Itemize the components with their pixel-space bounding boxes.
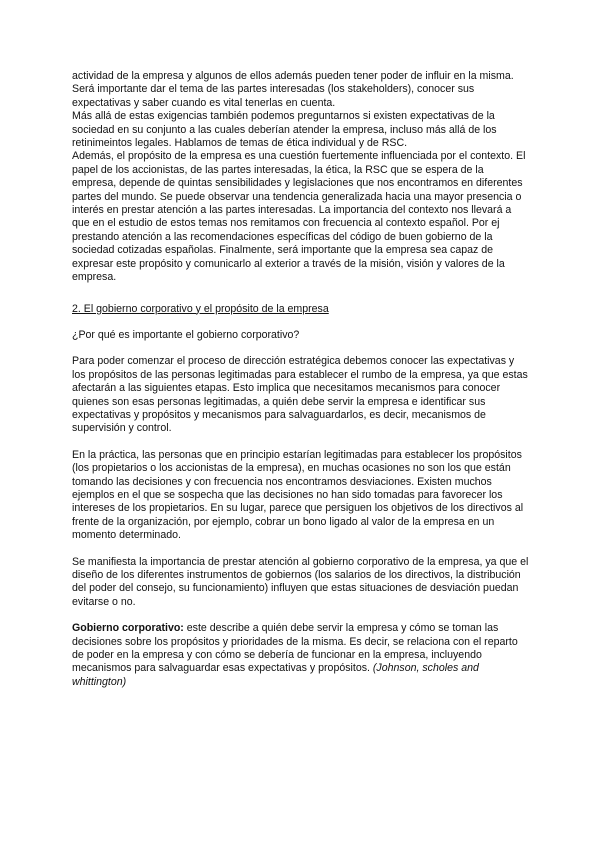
document-page [72,70,530,689]
paragraph-strategic-direction: Para poder comenzar el proceso de dirección estratégica debemos conocer las expectativas y los propósitos de las personas legitimadas para establecer el rumbo de la empresa, ya que estas afectarán a las siguientes etapas. Esto implica que necesitamos mecanismos para conocer quienes son esas personas legitimadas, a quién debe servir la empresa e identificar sus expectativas y propósitos y mecanismos para salvaguardarlos, es decir, mecanismos de supervisión y control. [72,355,528,435]
paragraph-in-practice: En la práctica, las personas que en principio estarían legitimadas para establecer los propósitos (los propietarios o los accionistas de la empresa), en muchas ocasiones no son los que están tomando las decisiones y con frecuencia nos encontramos desviaciones. Existen muchos ejemplos en el que se sospecha que las decisiones no han sido tomadas para favorecer los intereses de los propietarios. En su lugar, parece que persiguen los objetivos de los directivos al frente de la organización, por ejemplo, cobrar un bono ligado al valor de la empresa en un momento determinado. [72,448,524,542]
section-question: ¿Por qué es importante el gobierno corporativo? [72,328,300,341]
paragraph-importance: Se manifiesta la importancia de prestar atención al gobierno corporativo de la empresa, ya que el diseño de los diferentes instrumentos de gobiernos (los salarios de los directivos, la distribución del poder del consejo, su funcionamiento) influyen que estas situaciones de desviación puedan evitarse o no. [72,555,529,608]
paragraph-continuation: actividad de la empresa y algunos de ellos además pueden tener poder de influir en la misma. [72,70,514,82]
paragraph-stakeholders: Será importante dar el tema de las partes interesadas (los stakeholders), conocer sus expectativas y saber cuando es vital tenerlas en cuenta. [72,83,475,109]
definition-paragraph [72,622,530,689]
intro-block [72,70,530,285]
section-heading: 2. El gobierno corporativo y el propósito de la empresa [72,302,329,315]
definition-term: Gobierno corporativo: [72,622,184,635]
paragraph-society-expectations: Más allá de estas exigencias también podemos preguntarnos si existen expectativas de la sociedad en su conjunto a las cuales deberían atender la empresa, incluso más allá de los retinimeintos legales. Hablamos de temas de ética individual y de RSC. [72,110,497,150]
paragraph-context: Además, el propósito de la empresa es una cuestión fuertemente influenciada por el contexto. El papel de los accionistas, de las partes interesadas, la ética, la RSC que se espera de la empresa, depende de quintas sensibilidades y legislaciones que nos encontramos en diferentes partes del mundo. Se puede observar una tendencia generalizada hacia una mayor presencia o interés en prestar atención a las partes interesadas. La importancia del contexto nos llevará a que en el estudio de estos temas nos remitamos con frecuencia al contexto español. Por ej prestando atención a las recomendaciones específicas del código de buen gobierno de la sociedad cotizadas españolas. Finalmente, será importante que la empresa sea capaz de expresar este propósito y comunicarlo al exterior a través de la misión, visión y valores de la empresa. [72,150,526,284]
definition-text: este describe a quién debe servir la empresa y cómo se toman las decisiones sobre los propósitos y prioridades de la misma. Es decir, se relaciona con el reparto de poder en la empresa y con cómo se debería de funcionar en la empresa, incluyendo mecanismos para salvaguardar esas expectativas y propósitos. [72,622,518,675]
definition-citation: (Johnson, scholes and whittington) [72,662,479,688]
